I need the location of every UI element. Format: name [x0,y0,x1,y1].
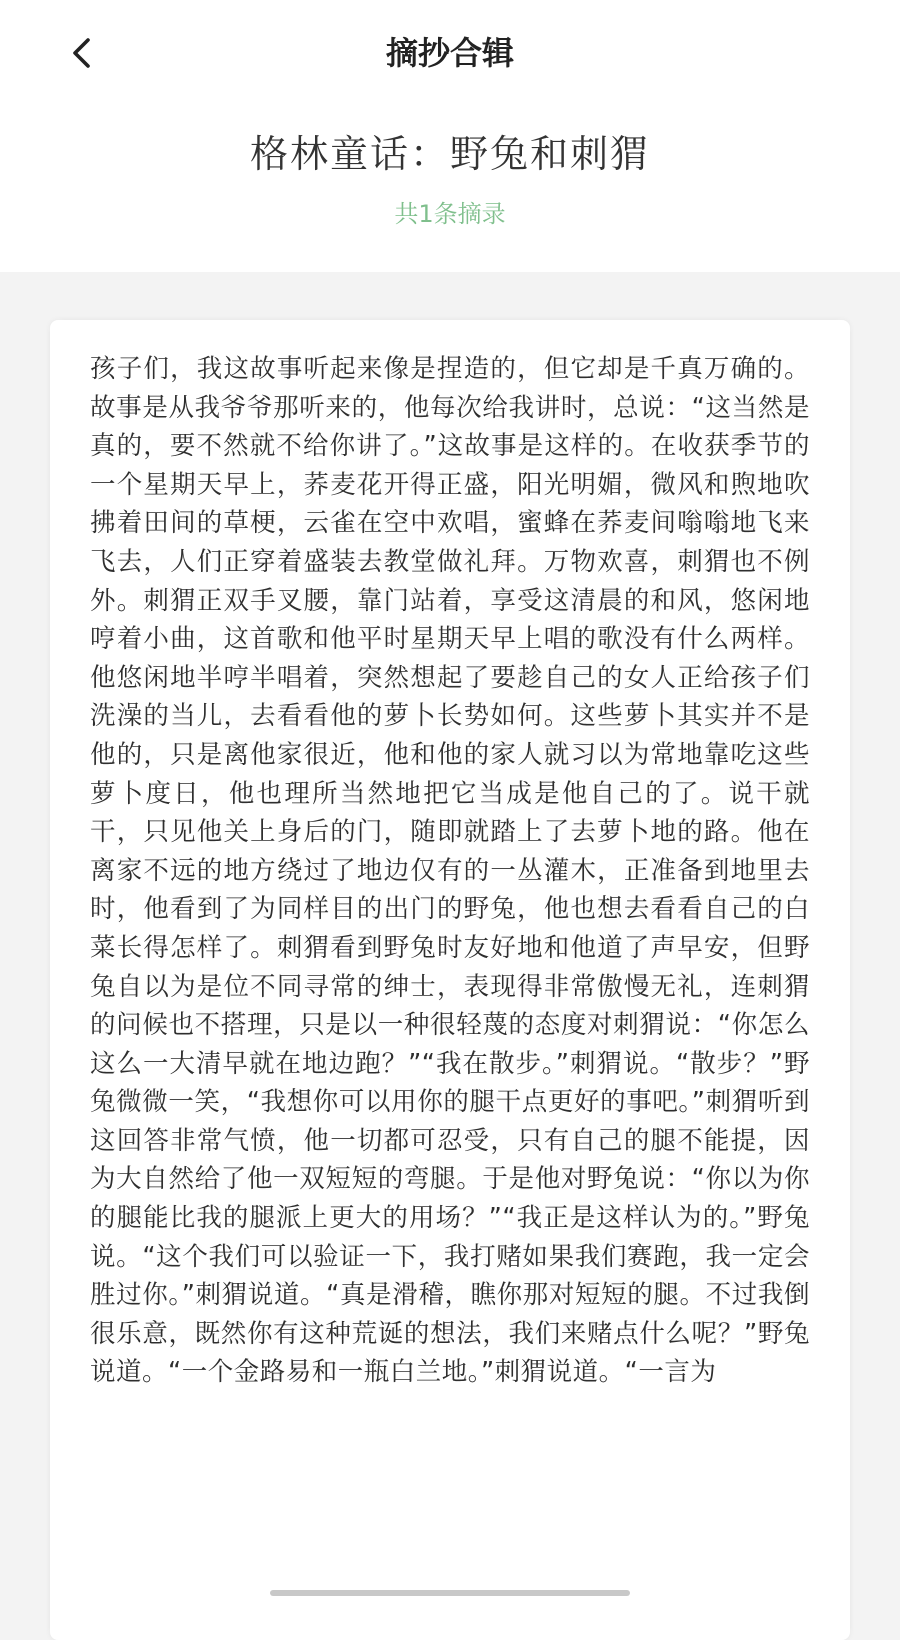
home-indicator[interactable] [270,1590,630,1596]
excerpt-count: 共1条摘录 [394,200,506,228]
header-section [0,0,900,272]
excerpt-card[interactable] [50,320,850,1640]
book-title: 格林童话：野兔和刺猬 [249,132,650,176]
page-title: 摘抄合辑 [385,34,514,72]
excerpt-text: 孩子们，我这故事听起来像是捏造的，但它却是千真万确的。故事是从我爷爷那听来的，他每次给我讲时，总说：“这当然是真的，要不然就不给你讲了。”这故事是这样的。在收获季节的一个星期天早上，荞麦花开得正盛，阳光明媚，微风和煦地吹拂着田间的草梗，云雀在空中欢唱，蜜蜂在荞麦间嗡嗡地飞来飞去，人们正穿着盛装去教堂做礼拜。万物欢喜，刺猬也不例外。刺猬正双手叉腰，靠门站着，享受这清晨的和风，悠闲地哼着小曲，这首歌和他平时星期天早上唱的歌没有什么两样。他悠闲地半哼半唱着，突然想起了要趁自己的女人正给孩子们洗澡的当儿，去看看他的萝卜长势如何。这些萝卜其实并不是他的，只是离他家很近，他和他的家人就习以为常地靠吃这些萝卜度日，他也理所当然地把它当成是他自己的了。说干就干，只见他关上身后的门，随即就踏上了去萝卜地的路。他在离家不远的地方绕过了地边仅有的一丛灌木，正准备到地里去时，他看到了为同样目的出门的野兔，他也想去看看自己的白菜长得怎样了。刺猬看到野兔时友好地和他道了声早安，但野兔自以为是位不同寻常的绅士，表现得非常傲慢无礼，连刺猬的问候也不搭理，只是以一种很轻蔑的态度对刺猬说：“你怎么这么一大清早就在地边跑？”“我在散步。”刺猬说。“散步？”野兔微微一笑，“我想你可以用你的腿干点更好的事吧。”刺猬听到这回答非常气愤，他一切都可忍受，只有自己的腿不能提，因为大自然给了他一双短短的弯腿。于是他对野兔说：“你以为你的腿能比我的腿派上更大的用场？”“我正是这样认为的。”野兔说。“这个我们可以验证一下，我打赌如果我们赛跑，我一定会胜过你。”刺猬说道。“真是滑稽，瞧你那对短短的腿。不过我倒很乐意，既然你有这种荒诞的想法，我们来赌点什么呢？”野兔说道。“一个金路易和一瓶白兰地。”刺猬说道。“一言为 [90,354,810,1388]
navigation-bar [0,0,900,108]
